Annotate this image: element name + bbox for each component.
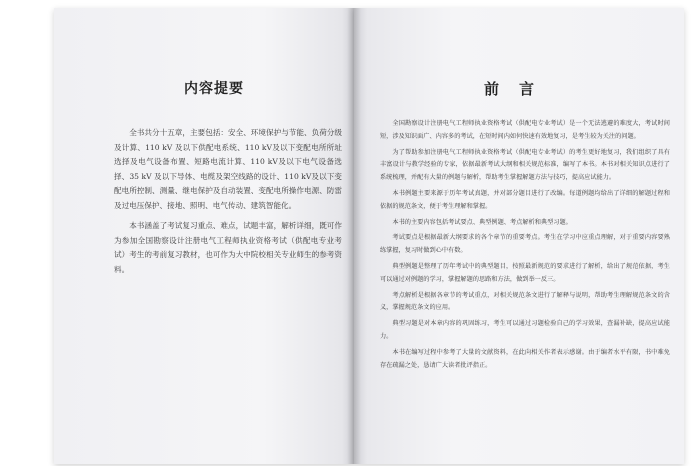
paragraph: 本书涵盖了考试复习重点、难点，试题丰富，解析详细，既可作为参加全国勘察设计注册电气工程师执业资格考试（供配电专业考试）考生的考前复习教材，也可作为大中院校相关专业师生的参考资料。	[114, 221, 342, 274]
paragraph: 全国勘察设计注册电气工程师执业资格考试（供配电专业考试）是一个无法逃避的难度大，考试时间短，涉及知识面广、内容多的考试，在短时间内如何快速有效地复习，是考生较为关注的问题。	[380, 120, 670, 140]
paragraph: 全书共分十五章，主要包括：安全、环境保护与节能、负荷分级及计算、110 kV 及以下供配电系统、110 kV及以下变配电所所址选择及电气设备布置、短路电流计算、110 kV及以下电气设备选择、35 kV 及以下导体、电缆及架空线路的设计、110 kV及以下变配电所控制、测量、继电保护及自动装置、变配电所操作电源、防雷及过电压保护、接地、照明、电气传动、建筑智能化。	[114, 128, 342, 210]
left-page-title: 内容提要	[184, 81, 244, 97]
paragraph: 考试要点是根据最新大纲要求的各个章节的重要考点。考生在学习中应重点理解，对于重要内容要熟练掌握，复习时做到心中有数。	[380, 234, 670, 255]
paragraph: 典型习题是对本章内容的巩固练习，考生可以通过习题检验自己的学习效果，查漏补缺，提高应试能力。	[380, 320, 670, 340]
right-page	[354, 8, 684, 464]
open-book	[54, 8, 684, 464]
left-page	[54, 8, 354, 464]
paragraph: 本书在编写过程中参考了大量的文献资料，在此向相关作者表示感谢。由于编者水平有限，书中难免存在疏漏之处，恳请广大读者批评指正。	[380, 348, 670, 369]
paragraph: 本书例题主要来源于历年考试真题，并对部分题目进行了改编。每道例题均给出了详细的解题过程和依据的规范条文，便于考生理解和掌握。	[380, 189, 670, 210]
paragraph: 本书的主要内容包括考试要点、典型例题、考点解析和典型习题。	[392, 218, 572, 226]
left-page-body	[114, 126, 342, 283]
right-page-title: 前言	[484, 80, 555, 98]
paragraph: 考点解析是根据各章节的考试重点，对相关规范条文进行了解释与说明，帮助考生理解规范条文的含义，掌握规范条文的应用。	[380, 291, 670, 312]
paragraph: 典型例题是整理了历年考试中的典型题目，按照最新规范的要求进行了解析，给出了规范依据，考生可以通过对例题的学习，掌握解题的思路和方法，做到举一反三。	[380, 262, 670, 283]
book-gutter	[347, 8, 361, 464]
right-page-body	[380, 118, 670, 375]
paragraph: 为了帮助参加注册电气工程师执业资格考试（供配电专业考试）的考生更好地复习，我们组织了具有丰富设计与教学经验的专家，依据最新考试大纲和相关规范标准，编写了本书。本书对相关知识点进行了系统梳理，并配有大量的例题与解析，帮助考生掌握解题方法与技巧，提高应试能力。	[380, 148, 670, 182]
